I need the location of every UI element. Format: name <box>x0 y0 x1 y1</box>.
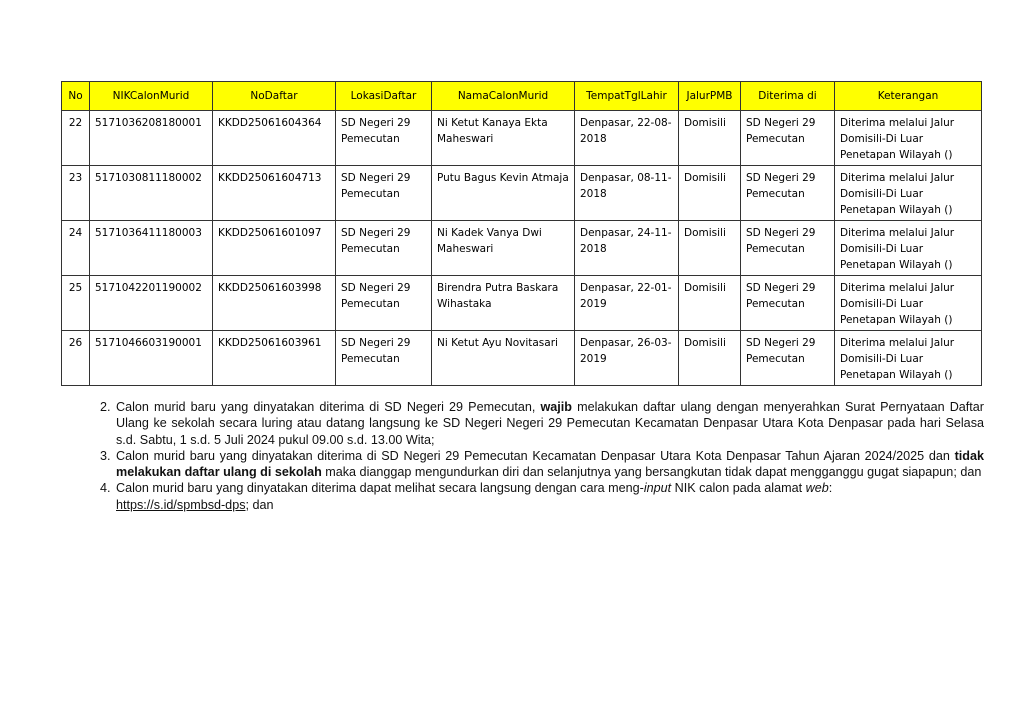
cell-ttl: Denpasar, 26-03-2019 <box>575 331 679 386</box>
cell-no: 23 <box>62 166 90 221</box>
table-row <box>62 276 982 331</box>
cell-nama: Ni Ketut Ayu Novitasari <box>432 331 575 386</box>
note-4-text-4: ; dan <box>245 497 274 512</box>
cell-nodaftar: KKDD25061603961 <box>213 331 336 386</box>
note-4-text-2: NIK calon pada alamat <box>671 481 806 496</box>
cell-nama: Birendra Putra Baskara Wihastaka <box>432 276 575 331</box>
cell-nama: Ni Ketut Kanaya Ekta Maheswari <box>432 111 575 166</box>
cell-keterangan: Diterima melalui Jalur Domisili-Di Luar Penetapan Wilayah () <box>835 166 982 221</box>
note-2-bold: wajib <box>540 400 572 414</box>
cell-jalur: Domisili <box>679 111 741 166</box>
cell-nodaftar: KKDD25061604713 <box>213 166 336 221</box>
cell-nodaftar: KKDD25061604364 <box>213 111 336 166</box>
cell-lokasi: SD Negeri 29 Pemecutan <box>336 111 432 166</box>
note-4-text: Calon murid baru yang dinyatakan diterima dapat melihat secara langsung dengan cara meng- <box>116 481 644 496</box>
cell-diterima: SD Negeri 29 Pemecutan <box>741 221 835 276</box>
cell-nik: 5171042201190002 <box>90 276 213 331</box>
col-header-diterima: Diterima di <box>741 82 835 111</box>
note-item-2 <box>114 399 984 448</box>
notes-list <box>92 399 984 513</box>
cell-jalur: Domisili <box>679 221 741 276</box>
cell-nik: 5171036208180001 <box>90 111 213 166</box>
table-header-row <box>62 82 982 111</box>
cell-diterima: SD Negeri 29 Pemecutan <box>741 276 835 331</box>
cell-ttl: Denpasar, 22-01-2019 <box>575 276 679 331</box>
note-4-text-3: : <box>828 481 833 496</box>
table-row <box>62 166 982 221</box>
cell-no: 25 <box>62 276 90 331</box>
cell-no: 24 <box>62 221 90 276</box>
cell-ttl: Denpasar, 24-11-2018 <box>575 221 679 276</box>
table-row <box>62 221 982 276</box>
results-table <box>61 81 982 386</box>
table-row <box>62 331 982 386</box>
cell-lokasi: SD Negeri 29 Pemecutan <box>336 276 432 331</box>
col-header-keterangan: Keterangan <box>835 82 982 111</box>
note-2-text-end: melakukan daftar ulang dengan menyerahkan Surat Pernyataan Daftar Ulang ke sekolah secara luring atau datang langsung ke SD Negeri Negeri 29 Pemecutan Kecamatan Denpasar Utara Kota Denpasar pada hari Selasa s.d. Sabtu, 1 s.d. 5 Juli 2024 pukul 09.00 s.d. 13.00 Wita; <box>116 400 984 447</box>
cell-nama: Ni Kadek Vanya Dwi Maheswari <box>432 221 575 276</box>
note-3-text-end: maka dianggap mengundurkan diri dan selanjutnya yang bersangkutan tidak dapat mengganggu gugat siapapun; dan <box>321 465 982 480</box>
cell-keterangan: Diterima melalui Jalur Domisili-Di Luar Penetapan Wilayah () <box>835 276 982 331</box>
col-header-jalur: JalurPMB <box>679 82 741 111</box>
spmb-link[interactable]: https://s.id/spmbsd-dps <box>116 497 246 512</box>
col-header-nik: NIKCalonMurid <box>90 82 213 111</box>
col-header-ttl: TempatTglLahir <box>575 82 679 111</box>
cell-lokasi: SD Negeri 29 Pemecutan <box>336 166 432 221</box>
note-2-text: Calon murid baru yang dinyatakan diterima di SD Negeri 29 Pemecutan, <box>116 400 541 414</box>
note-3-bold: tidak melakukan daftar ulang di sekolah <box>116 448 984 480</box>
col-header-nama: NamaCalonMurid <box>432 82 575 111</box>
cell-diterima: SD Negeri 29 Pemecutan <box>741 166 835 221</box>
cell-jalur: Domisili <box>679 331 741 386</box>
col-header-no: No <box>62 82 90 111</box>
cell-lokasi: SD Negeri 29 Pemecutan <box>336 221 432 276</box>
cell-diterima: SD Negeri 29 Pemecutan <box>741 111 835 166</box>
cell-nodaftar: KKDD25061603998 <box>213 276 336 331</box>
cell-nik: 5171046603190001 <box>90 331 213 386</box>
cell-no: 22 <box>62 111 90 166</box>
cell-keterangan: Diterima melalui Jalur Domisili-Di Luar Penetapan Wilayah () <box>835 331 982 386</box>
cell-diterima: SD Negeri 29 Pemecutan <box>741 331 835 386</box>
cell-nama: Putu Bagus Kevin Atmaja <box>432 166 575 221</box>
col-header-lokasi: LokasiDaftar <box>336 82 432 111</box>
cell-nik: 5171030811180002 <box>90 166 213 221</box>
cell-nik: 5171036411180003 <box>90 221 213 276</box>
cell-nodaftar: KKDD25061601097 <box>213 221 336 276</box>
table-row <box>62 111 982 166</box>
cell-ttl: Denpasar, 22-08-2018 <box>575 111 679 166</box>
note-item-3 <box>114 448 984 481</box>
note-item-4 <box>114 480 984 513</box>
cell-keterangan: Diterima melalui Jalur Domisili-Di Luar Penetapan Wilayah () <box>835 111 982 166</box>
cell-lokasi: SD Negeri 29 Pemecutan <box>336 331 432 386</box>
col-header-nodaftar: NoDaftar <box>213 82 336 111</box>
note-4-italic-input: input <box>643 481 672 496</box>
cell-no: 26 <box>62 331 90 386</box>
cell-jalur: Domisili <box>679 166 741 221</box>
note-3-text: Calon murid baru yang dinyatakan diterima di SD Negeri 29 Pemecutan Kecamatan Denpasar Utara Kota Denpasar Tahun Ajaran 2024/2025 dan <box>116 448 955 463</box>
cell-jalur: Domisili <box>679 276 741 331</box>
cell-keterangan: Diterima melalui Jalur Domisili-Di Luar Penetapan Wilayah () <box>835 221 982 276</box>
note-4-italic-web: web <box>805 481 829 496</box>
cell-ttl: Denpasar, 08-11-2018 <box>575 166 679 221</box>
